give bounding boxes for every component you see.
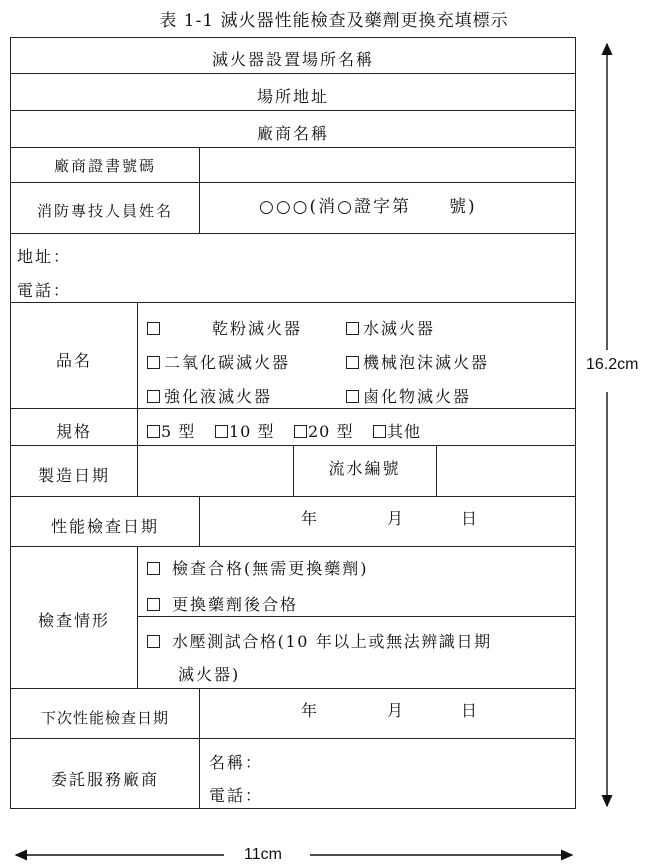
year-label: 年: [301, 509, 320, 528]
product-option-foam[interactable]: 機械泡沫滅火器: [346, 350, 489, 373]
spec-option-other[interactable]: 其他: [373, 419, 421, 442]
day-label: 日: [461, 509, 480, 528]
month-label: 月: [387, 701, 406, 720]
form-title: 表 1-1 滅火器性能檢查及藥劑更換充填標示: [159, 11, 509, 31]
month-label: 月: [387, 509, 406, 528]
year-label: 年: [301, 701, 320, 720]
product-option-fortified-liquid[interactable]: 強化液滅火器: [147, 384, 272, 407]
phone-label: 電話：: [17, 281, 72, 300]
inspection-option-hydro-test-cont: 滅火器): [178, 665, 241, 684]
inspection-option-hydro-test[interactable]: 水壓測試合格(10 年以上或無法辨識日期: [147, 629, 492, 652]
inspection-status-label: 檢查情形: [37, 611, 110, 630]
spec-label: 規格: [55, 422, 92, 441]
address-label: 地址：: [17, 247, 72, 266]
technician-name-value[interactable]: ○○○(消○證字第 號): [259, 197, 477, 217]
manufacture-date-label: 製造日期: [37, 466, 110, 485]
vendor-name-field-label: 名稱：: [209, 753, 264, 772]
serial-number-label: 流水編號: [328, 459, 401, 478]
product-option-co2[interactable]: 二氧化碳滅火器: [147, 350, 290, 373]
day-label: 日: [461, 701, 480, 720]
technician-name-label: 消防專技人員姓名: [36, 202, 173, 220]
inspection-option-passed[interactable]: 檢查合格(無需更換藥劑): [147, 556, 369, 579]
spec-option-20[interactable]: 20 型: [294, 419, 353, 442]
cert-number-label: 廠商證書號碼: [53, 157, 156, 175]
height-dimension-label: 16.2cm: [586, 356, 639, 373]
vendor-name-label: 廠商名稱: [256, 124, 329, 143]
width-dimension-label: 11cm: [244, 846, 282, 863]
spec-option-10[interactable]: 10 型: [215, 419, 274, 442]
performance-check-date-label: 性能檢查日期: [50, 517, 159, 536]
product-label: 品名: [55, 351, 92, 370]
product-option-water[interactable]: 水滅火器: [346, 316, 435, 339]
service-vendor-label: 委託服務廠商: [50, 770, 159, 789]
spec-option-5[interactable]: 5 型: [147, 419, 195, 442]
inspection-option-refilled[interactable]: 更換藥劑後合格: [147, 592, 298, 615]
site-name-label: 滅火器設置場所名稱: [211, 50, 374, 69]
next-check-date-label: 下次性能檢查日期: [40, 709, 169, 727]
product-option-dry-powder[interactable]: 乾粉滅火器: [147, 316, 302, 339]
vendor-phone-field-label: 電話：: [209, 786, 264, 805]
product-option-halide[interactable]: 鹵化物滅火器: [346, 384, 471, 407]
site-address-label: 場所地址: [256, 87, 329, 106]
